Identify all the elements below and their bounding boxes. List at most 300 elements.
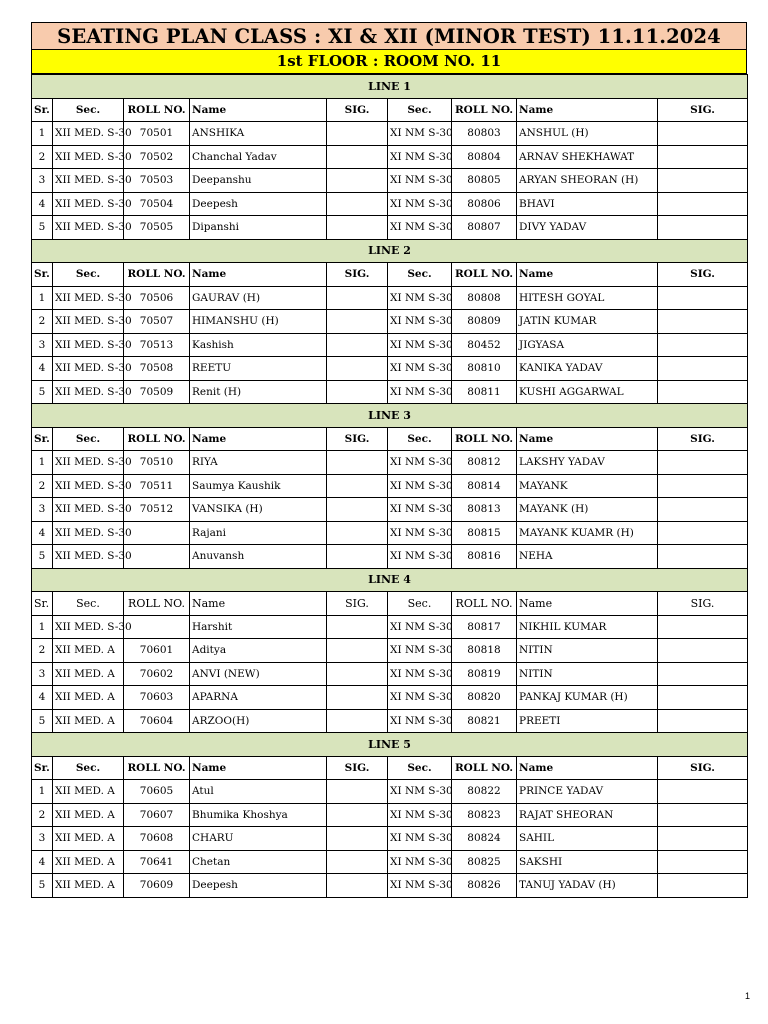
serial-number: 3: [32, 498, 53, 522]
signature-cell: [327, 498, 388, 522]
signature-cell: [327, 145, 388, 169]
section-cell: XI NM S-30: [388, 286, 452, 310]
student-name-cell: Anuvansh: [190, 545, 327, 569]
section-cell: XII MED. S-30: [53, 192, 124, 216]
section-cell: XI NM S-30: [388, 474, 452, 498]
serial-number: 4: [32, 357, 53, 381]
section-cell: XI NM S-30: [388, 874, 452, 898]
student-name-cell: REETU: [190, 357, 327, 381]
section-cell: XI NM S-30: [388, 686, 452, 710]
section-cell: XI NM S-30: [388, 357, 452, 381]
header-sr: Sr.: [32, 427, 53, 451]
serial-number: 5: [32, 380, 53, 404]
table-row: [32, 545, 748, 569]
student-name-cell: ANVI (NEW): [190, 662, 327, 686]
roll-number-cell: 70512: [124, 498, 190, 522]
student-name-cell: CHARU: [190, 827, 327, 851]
signature-cell: [327, 874, 388, 898]
student-name-cell: MAYANK KUAMR (H): [517, 521, 658, 545]
column-header-row: [32, 592, 748, 616]
roll-number-cell: 80809: [452, 310, 517, 334]
page-title: SEATING PLAN CLASS : XI & XII (MINOR TEST) 11.11.2024: [31, 22, 747, 50]
header-name: Name: [190, 592, 327, 616]
student-name-cell: Renit (H): [190, 380, 327, 404]
section-cell: XII MED. A: [53, 639, 124, 663]
student-name-cell: Chetan: [190, 850, 327, 874]
student-name-cell: SAKSHI: [517, 850, 658, 874]
student-name-cell: Deepesh: [190, 874, 327, 898]
student-name-cell: NITIN: [517, 662, 658, 686]
student-name-cell: Saumya Kaushik: [190, 474, 327, 498]
roll-number-cell: 70601: [124, 639, 190, 663]
header-name: Name: [190, 98, 327, 122]
signature-cell: [327, 662, 388, 686]
signature-cell: [658, 145, 748, 169]
student-name-cell: Kashish: [190, 333, 327, 357]
header-sec: Sec.: [53, 592, 124, 616]
column-header-row: [32, 756, 748, 780]
header-sec: Sec.: [53, 98, 124, 122]
student-name-cell: ANSHIKA: [190, 122, 327, 146]
signature-cell: [658, 474, 748, 498]
roll-number-cell: 70507: [124, 310, 190, 334]
serial-number: 5: [32, 545, 53, 569]
signature-cell: [327, 122, 388, 146]
roll-number-cell: 70508: [124, 357, 190, 381]
section-cell: XI NM S-30: [388, 545, 452, 569]
table-row: [32, 686, 748, 710]
column-header-row: [32, 427, 748, 451]
table-row: [32, 827, 748, 851]
table-row: [32, 850, 748, 874]
serial-number: 5: [32, 874, 53, 898]
signature-cell: [658, 709, 748, 733]
section-cell: XII MED. S-30: [53, 145, 124, 169]
table-row: [32, 615, 748, 639]
signature-cell: [327, 310, 388, 334]
serial-number: 2: [32, 145, 53, 169]
roll-number-cell: [124, 545, 190, 569]
roll-number-cell: 70503: [124, 169, 190, 193]
roll-number-cell: 80811: [452, 380, 517, 404]
header-sig: SIG.: [658, 263, 748, 287]
signature-cell: [327, 216, 388, 240]
section-cell: XII MED. S-30: [53, 380, 124, 404]
student-name-cell: Dipanshi: [190, 216, 327, 240]
header-roll-no: ROLL NO.: [452, 756, 517, 780]
line-label: LINE 2: [32, 239, 748, 263]
header-sec: Sec.: [53, 756, 124, 780]
signature-cell: [327, 380, 388, 404]
student-name-cell: HITESH GOYAL: [517, 286, 658, 310]
table-row: [32, 709, 748, 733]
section-cell: XII MED. A: [53, 709, 124, 733]
roll-number-cell: 80823: [452, 803, 517, 827]
student-name-cell: SAHIL: [517, 827, 658, 851]
header-name: Name: [517, 263, 658, 287]
section-cell: XI NM S-30: [388, 216, 452, 240]
table-row: [32, 639, 748, 663]
signature-cell: [327, 192, 388, 216]
table-row: [32, 122, 748, 146]
student-name-cell: LAKSHY YADAV: [517, 451, 658, 475]
signature-cell: [658, 310, 748, 334]
table-row: [32, 380, 748, 404]
student-name-cell: KUSHI AGGARWAL: [517, 380, 658, 404]
signature-cell: [658, 686, 748, 710]
table-row: [32, 357, 748, 381]
signature-cell: [327, 451, 388, 475]
serial-number: 4: [32, 850, 53, 874]
header-name: Name: [517, 427, 658, 451]
section-cell: XII MED. S-30: [53, 169, 124, 193]
student-name-cell: ARZOO(H): [190, 709, 327, 733]
roll-number-cell: 70501: [124, 122, 190, 146]
student-name-cell: VANSIKA (H): [190, 498, 327, 522]
section-cell: XI NM S-30: [388, 662, 452, 686]
signature-cell: [658, 169, 748, 193]
header-sig: SIG.: [327, 756, 388, 780]
column-header-row: [32, 98, 748, 122]
table-row: [32, 286, 748, 310]
section-cell: XI NM S-30: [388, 145, 452, 169]
header-sig: SIG.: [327, 98, 388, 122]
header-roll-no: ROLL NO.: [124, 427, 190, 451]
student-name-cell: TANUJ YADAV (H): [517, 874, 658, 898]
header-sr: Sr.: [32, 98, 53, 122]
header-name: Name: [517, 592, 658, 616]
table-row: [32, 803, 748, 827]
signature-cell: [327, 803, 388, 827]
section-cell: XI NM S-30: [388, 333, 452, 357]
section-cell: XII MED. S-30: [53, 357, 124, 381]
roll-number-cell: [124, 615, 190, 639]
line-label: LINE 3: [32, 404, 748, 428]
signature-cell: [327, 333, 388, 357]
header-roll-no: ROLL NO.: [452, 263, 517, 287]
header-name: Name: [190, 427, 327, 451]
section-cell: XII MED. S-30: [53, 216, 124, 240]
signature-cell: [658, 545, 748, 569]
serial-number: 3: [32, 662, 53, 686]
section-cell: XI NM S-30: [388, 380, 452, 404]
header-name: Name: [517, 756, 658, 780]
roll-number-cell: 80822: [452, 780, 517, 804]
roll-number-cell: 80805: [452, 169, 517, 193]
section-cell: XII MED. S-30: [53, 451, 124, 475]
header-sig: SIG.: [327, 427, 388, 451]
student-name-cell: Rajani: [190, 521, 327, 545]
serial-number: 4: [32, 192, 53, 216]
student-name-cell: BHAVI: [517, 192, 658, 216]
header-roll-no: ROLL NO.: [452, 592, 517, 616]
section-cell: XI NM S-30: [388, 498, 452, 522]
signature-cell: [327, 827, 388, 851]
roll-number-cell: 70608: [124, 827, 190, 851]
roll-number-cell: 70607: [124, 803, 190, 827]
table-row: [32, 216, 748, 240]
seating-plan-sheet: [31, 22, 747, 898]
signature-cell: [327, 545, 388, 569]
signature-cell: [327, 169, 388, 193]
section-cell: XII MED. S-30: [53, 122, 124, 146]
student-name-cell: Deepanshu: [190, 169, 327, 193]
serial-number: 1: [32, 122, 53, 146]
roll-number-cell: 70511: [124, 474, 190, 498]
signature-cell: [327, 521, 388, 545]
section-cell: XI NM S-30: [388, 615, 452, 639]
table-row: [32, 192, 748, 216]
header-sig: SIG.: [658, 427, 748, 451]
student-name-cell: DIVY YADAV: [517, 216, 658, 240]
section-cell: XII MED. A: [53, 850, 124, 874]
serial-number: 1: [32, 286, 53, 310]
line-header-row: [32, 239, 748, 263]
section-cell: XII MED. A: [53, 803, 124, 827]
roll-number-cell: 70504: [124, 192, 190, 216]
table-row: [32, 474, 748, 498]
line-label: LINE 5: [32, 733, 748, 757]
header-sig: SIG.: [327, 592, 388, 616]
student-name-cell: Aditya: [190, 639, 327, 663]
signature-cell: [327, 615, 388, 639]
roll-number-cell: 80806: [452, 192, 517, 216]
section-cell: XII MED. S-30: [53, 333, 124, 357]
signature-cell: [327, 709, 388, 733]
student-name-cell: GAURAV (H): [190, 286, 327, 310]
roll-number-cell: 70602: [124, 662, 190, 686]
header-roll-no: ROLL NO.: [124, 756, 190, 780]
signature-cell: [658, 803, 748, 827]
student-name-cell: ARYAN SHEORAN (H): [517, 169, 658, 193]
serial-number: 3: [32, 169, 53, 193]
student-name-cell: NITIN: [517, 639, 658, 663]
section-cell: XII MED. S-30: [53, 498, 124, 522]
roll-number-cell: 80825: [452, 850, 517, 874]
roll-number-cell: 80815: [452, 521, 517, 545]
roll-number-cell: 70513: [124, 333, 190, 357]
roll-number-cell: 80824: [452, 827, 517, 851]
signature-cell: [658, 451, 748, 475]
student-name-cell: NIKHIL KUMAR: [517, 615, 658, 639]
header-name: Name: [190, 756, 327, 780]
student-name-cell: Deepesh: [190, 192, 327, 216]
signature-cell: [658, 850, 748, 874]
signature-cell: [327, 474, 388, 498]
signature-cell: [658, 615, 748, 639]
header-roll-no: ROLL NO.: [124, 592, 190, 616]
signature-cell: [658, 498, 748, 522]
student-name-cell: JIGYASA: [517, 333, 658, 357]
roll-number-cell: 80821: [452, 709, 517, 733]
serial-number: 5: [32, 709, 53, 733]
roll-number-cell: 70604: [124, 709, 190, 733]
section-cell: XII MED. S-30: [53, 615, 124, 639]
roll-number-cell: 80810: [452, 357, 517, 381]
roll-number-cell: 80804: [452, 145, 517, 169]
signature-cell: [658, 122, 748, 146]
serial-number: 2: [32, 639, 53, 663]
table-row: [32, 521, 748, 545]
roll-number-cell: 80826: [452, 874, 517, 898]
line-label: LINE 1: [32, 75, 748, 99]
table-row: [32, 333, 748, 357]
student-name-cell: HIMANSHU (H): [190, 310, 327, 334]
section-cell: XI NM S-30: [388, 310, 452, 334]
signature-cell: [327, 639, 388, 663]
table-row: [32, 169, 748, 193]
signature-cell: [658, 216, 748, 240]
serial-number: 1: [32, 780, 53, 804]
page-number: 1: [744, 991, 750, 1001]
serial-number: 4: [32, 686, 53, 710]
student-name-cell: RAJAT SHEORAN: [517, 803, 658, 827]
signature-cell: [658, 874, 748, 898]
section-cell: XII MED. A: [53, 686, 124, 710]
roll-number-cell: 80803: [452, 122, 517, 146]
floor-room-banner: 1st FLOOR : ROOM NO. 11: [31, 50, 747, 74]
serial-number: 3: [32, 333, 53, 357]
header-sec: Sec.: [53, 427, 124, 451]
roll-number-cell: 70502: [124, 145, 190, 169]
section-cell: XI NM S-30: [388, 192, 452, 216]
roll-number-cell: 70509: [124, 380, 190, 404]
table-row: [32, 780, 748, 804]
student-name-cell: Harshit: [190, 615, 327, 639]
signature-cell: [658, 780, 748, 804]
roll-number-cell: 80818: [452, 639, 517, 663]
header-sr: Sr.: [32, 263, 53, 287]
section-cell: XII MED. S-30: [53, 286, 124, 310]
section-cell: XI NM S-30: [388, 169, 452, 193]
student-name-cell: Chanchal Yadav: [190, 145, 327, 169]
section-cell: XI NM S-30: [388, 639, 452, 663]
serial-number: 1: [32, 451, 53, 475]
signature-cell: [327, 850, 388, 874]
header-name: Name: [517, 98, 658, 122]
header-name: Name: [190, 263, 327, 287]
roll-number-cell: 80813: [452, 498, 517, 522]
section-cell: XI NM S-30: [388, 780, 452, 804]
student-name-cell: MAYANK (H): [517, 498, 658, 522]
line-header-row: [32, 75, 748, 99]
signature-cell: [658, 521, 748, 545]
signature-cell: [327, 686, 388, 710]
roll-number-cell: 70510: [124, 451, 190, 475]
line-header-row: [32, 568, 748, 592]
header-roll-no: ROLL NO.: [124, 98, 190, 122]
line-header-row: [32, 733, 748, 757]
student-name-cell: Atul: [190, 780, 327, 804]
signature-cell: [327, 357, 388, 381]
section-cell: XII MED. A: [53, 874, 124, 898]
table-row: [32, 498, 748, 522]
roll-number-cell: 80807: [452, 216, 517, 240]
signature-cell: [658, 380, 748, 404]
roll-number-cell: 70605: [124, 780, 190, 804]
header-sec: Sec.: [388, 98, 452, 122]
roll-number-cell: 70641: [124, 850, 190, 874]
header-sig: SIG.: [658, 98, 748, 122]
student-name-cell: APARNA: [190, 686, 327, 710]
section-cell: XII MED. S-30: [53, 474, 124, 498]
header-sig: SIG.: [327, 263, 388, 287]
roll-number-cell: 70609: [124, 874, 190, 898]
student-name-cell: MAYANK: [517, 474, 658, 498]
signature-cell: [658, 192, 748, 216]
serial-number: 1: [32, 615, 53, 639]
table-row: [32, 662, 748, 686]
roll-number-cell: 80817: [452, 615, 517, 639]
roll-number-cell: 70506: [124, 286, 190, 310]
student-name-cell: PRINCE YADAV: [517, 780, 658, 804]
serial-number: 5: [32, 216, 53, 240]
student-name-cell: JATIN KUMAR: [517, 310, 658, 334]
signature-cell: [327, 780, 388, 804]
section-cell: XII MED. A: [53, 662, 124, 686]
student-name-cell: Bhumika Khoshya: [190, 803, 327, 827]
student-name-cell: ANSHUL (H): [517, 122, 658, 146]
section-cell: XI NM S-30: [388, 803, 452, 827]
table-row: [32, 874, 748, 898]
roll-number-cell: 70505: [124, 216, 190, 240]
header-sec: Sec.: [388, 427, 452, 451]
header-roll-no: ROLL NO.: [452, 427, 517, 451]
section-cell: XII MED. A: [53, 827, 124, 851]
section-cell: XI NM S-30: [388, 827, 452, 851]
header-sig: SIG.: [658, 592, 748, 616]
section-cell: XI NM S-30: [388, 451, 452, 475]
section-cell: XI NM S-30: [388, 709, 452, 733]
roll-number-cell: 70603: [124, 686, 190, 710]
signature-cell: [658, 286, 748, 310]
signature-cell: [658, 357, 748, 381]
section-cell: XI NM S-30: [388, 850, 452, 874]
header-roll-no: ROLL NO.: [452, 98, 517, 122]
student-name-cell: ARNAV SHEKHAWAT: [517, 145, 658, 169]
serial-number: 2: [32, 803, 53, 827]
column-header-row: [32, 263, 748, 287]
roll-number-cell: [124, 521, 190, 545]
seating-table: [31, 74, 748, 898]
section-cell: XII MED. S-30: [53, 521, 124, 545]
roll-number-cell: 80820: [452, 686, 517, 710]
student-name-cell: KANIKA YADAV: [517, 357, 658, 381]
signature-cell: [658, 639, 748, 663]
section-cell: XI NM S-30: [388, 122, 452, 146]
section-cell: XII MED. A: [53, 780, 124, 804]
line-label: LINE 4: [32, 568, 748, 592]
student-name-cell: PANKAJ KUMAR (H): [517, 686, 658, 710]
student-name-cell: NEHA: [517, 545, 658, 569]
roll-number-cell: 80814: [452, 474, 517, 498]
signature-cell: [327, 286, 388, 310]
header-sig: SIG.: [658, 756, 748, 780]
section-cell: XI NM S-30: [388, 521, 452, 545]
serial-number: 2: [32, 474, 53, 498]
signature-cell: [658, 333, 748, 357]
header-roll-no: ROLL NO.: [124, 263, 190, 287]
signature-cell: [658, 827, 748, 851]
table-row: [32, 310, 748, 334]
table-row: [32, 451, 748, 475]
header-sec: Sec.: [388, 592, 452, 616]
roll-number-cell: 80452: [452, 333, 517, 357]
header-sr: Sr.: [32, 756, 53, 780]
table-row: [32, 145, 748, 169]
section-cell: XII MED. S-30: [53, 310, 124, 334]
section-cell: XII MED. S-30: [53, 545, 124, 569]
